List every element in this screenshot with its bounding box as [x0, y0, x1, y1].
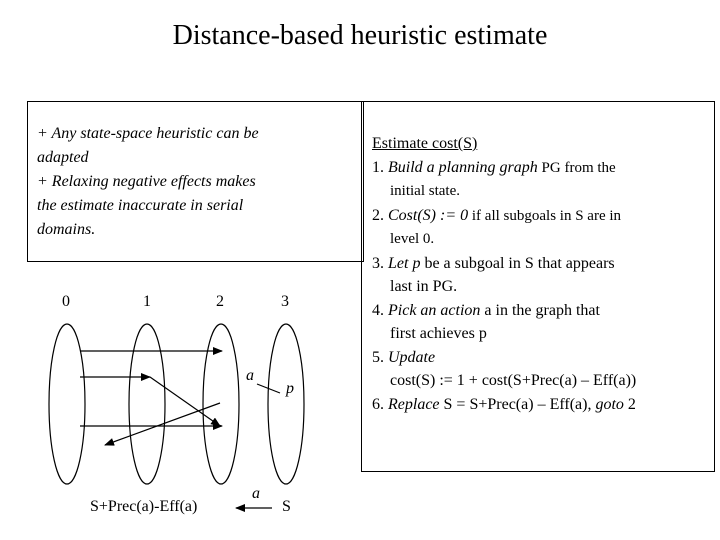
step-number: 3.	[372, 254, 384, 272]
step-text-end: 2	[623, 395, 636, 413]
algorithm-step-1	[372, 156, 708, 204]
step-italic: Cost(S) := 0	[388, 206, 469, 224]
prop-label-p: p	[286, 380, 294, 397]
step-text: a in the graph that	[480, 301, 600, 319]
step-text: be a subgoal in S that appears	[420, 254, 615, 272]
regressed-state-label: S+Prec(a)-Eff(a)	[90, 498, 198, 515]
algorithm-step-5	[372, 346, 708, 393]
step-text: PG from the	[537, 159, 616, 176]
step-continuation: initial state.	[390, 183, 460, 199]
level-label-3: 3	[281, 293, 289, 310]
algorithm-step-3	[372, 252, 708, 299]
algorithm-heading: Estimate cost(S)	[372, 135, 478, 152]
page-title: Distance-based heuristic estimate	[172, 20, 548, 51]
step-number: 4.	[372, 301, 384, 319]
note-line: adapted	[37, 149, 89, 166]
level-2-ellipse	[203, 324, 239, 484]
step-italic-goto: goto	[595, 395, 624, 413]
algorithm-step-4	[372, 299, 708, 346]
step-number: 2.	[372, 206, 384, 224]
note-line: domains.	[37, 221, 96, 238]
algorithm-step-6	[372, 393, 708, 417]
level-label-2: 2	[216, 293, 224, 310]
note-line: + Any state-space heuristic can be	[37, 125, 259, 142]
step-continuation: cost(S) := 1 + cost(S+Prec(a) – Eff(a))	[390, 372, 637, 389]
state-s-label: S	[282, 498, 291, 515]
step-italic: Let p	[388, 254, 421, 272]
level-3-ellipse	[268, 324, 304, 484]
arrow-cross-down	[150, 377, 220, 426]
step-number: 1.	[372, 158, 384, 176]
algorithm-box	[361, 101, 715, 472]
level-label-1: 1	[143, 293, 151, 310]
note-line: the estimate inaccurate in serial	[37, 197, 244, 214]
level-1-ellipse	[129, 324, 165, 484]
algorithm-step-2	[372, 204, 708, 252]
step-italic: Pick an action	[388, 301, 481, 319]
action-label-a: a	[246, 367, 254, 384]
step-italic: Update	[388, 348, 436, 366]
level-label-0: 0	[62, 293, 70, 310]
step-italic: Replace	[388, 395, 440, 413]
step-continuation: level 0.	[390, 231, 435, 247]
step-number: 5.	[372, 348, 384, 366]
level-0-ellipse	[49, 324, 85, 484]
bottom-action-label: a	[252, 485, 260, 502]
step-continuation: last in PG.	[390, 278, 458, 295]
step-number: 6.	[372, 395, 384, 413]
step-italic: Build a planning graph	[388, 158, 538, 176]
step-text: if all subgoals in S are in	[468, 207, 622, 224]
step-continuation: first achieves p	[390, 325, 487, 342]
note-line: + Relaxing negative effects makes	[37, 173, 256, 190]
step-text: S = S+Prec(a) – Eff(a),	[439, 395, 596, 413]
arrow-cross-up	[105, 403, 220, 445]
